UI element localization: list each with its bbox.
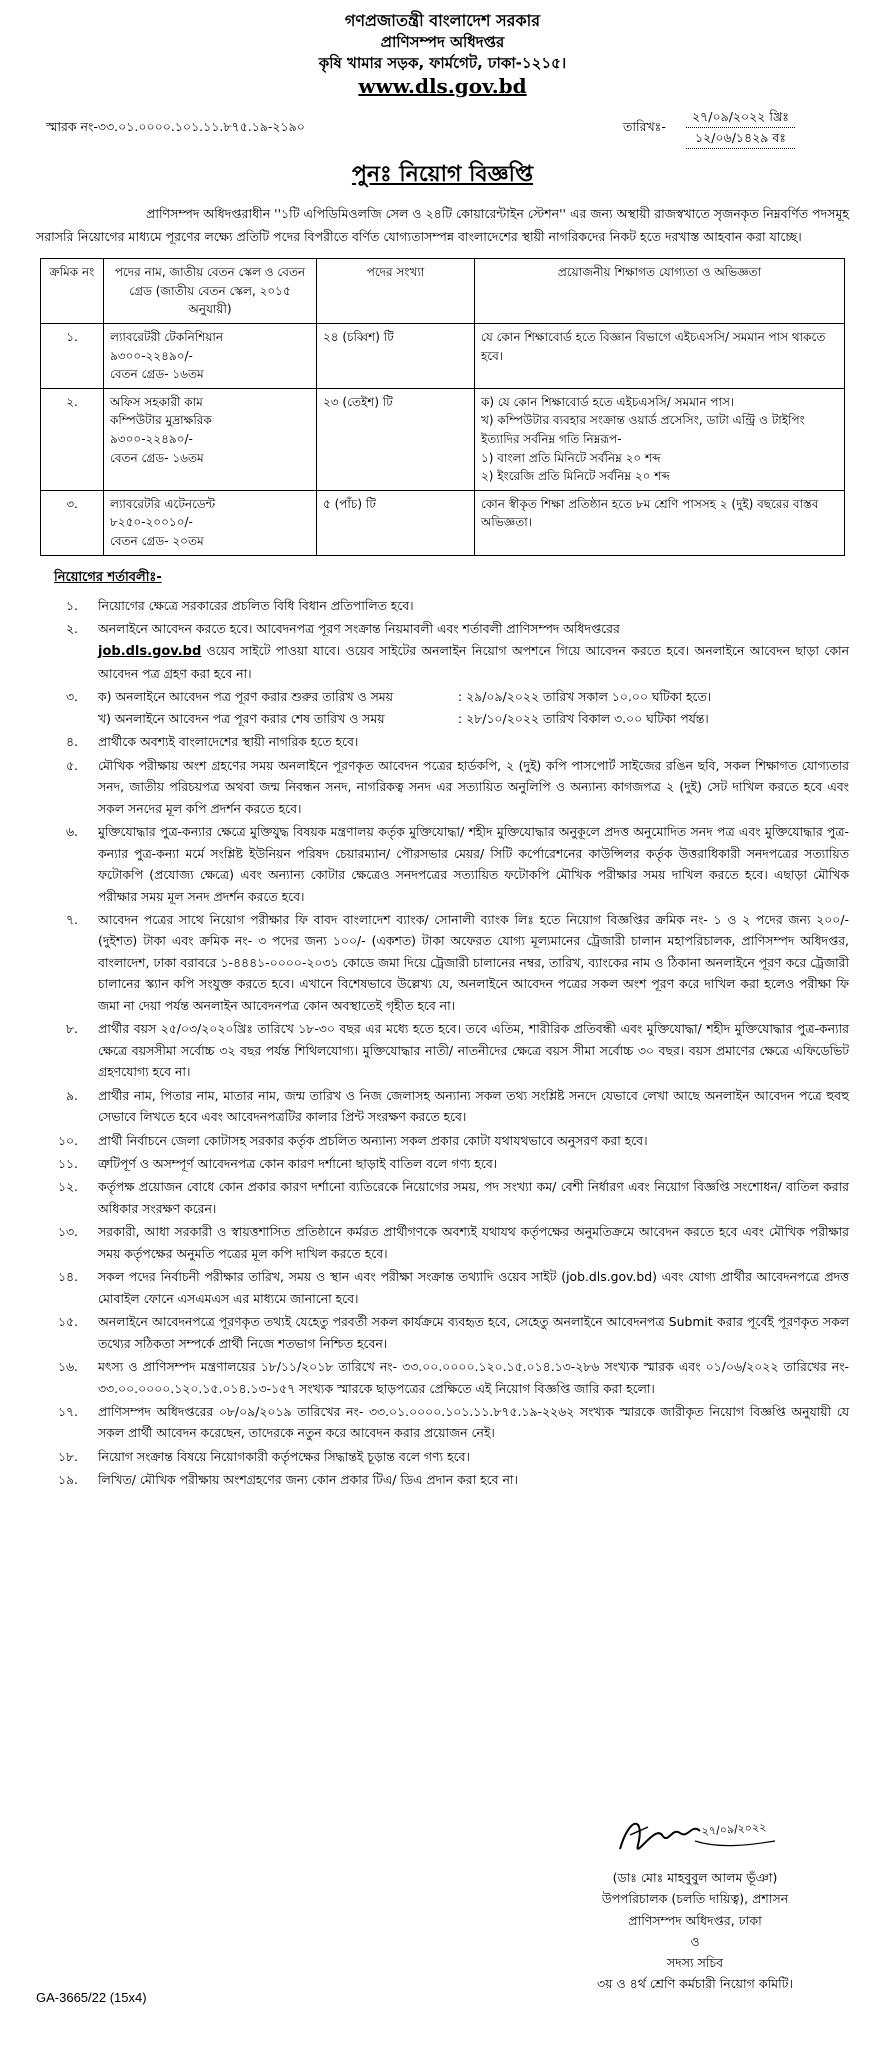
department-name: প্রাণিসম্পদ অধিদপ্তর [380,33,505,52]
list-item: ১৯. লিখিত/ মৌখিক পরীক্ষায় অংশগ্রহণের জন্য কোন প্রকার টিএ/ ডিএ প্রদান করা হবে না। [57,1472,518,1488]
list-item: ১১. ত্রুটিপূর্ণ ও অসম্পূর্ণ আবেদনপত্র কোন কারণ দর্শানো ছাড়াই বাতিল বলে গণ্য হবে। [57,1155,498,1171]
govt-name: গণপ্রজাতন্ত্রী বাংলাদেশ সরকার [344,11,541,30]
ga-code: GA-3665/22 (15x4) [36,1990,147,2005]
row-post-count: ২৪ (চব্বিশ) টি [317,324,475,389]
col-qualification: প্রয়োজনীয় শিক্ষাগত যোগ্যতা ও অভিজ্ঞতা [475,259,845,324]
list-item: ৭. আবেদন পত্রের সাথে নিয়োগ পরীক্ষার ফি বাবদ বাংলাদেশ ব্যাংক/ সোনালী ব্যাংক লিঃ হতে নিয়োগ বিজ্ঞপ্তির ক্রমিক নং- ১ ও ২ পদের জন্য ২০০/- (দুইশত) টাকা এবং ক্রমিক নং- ৩ পদের জন্য ১০০/- (একশত) টাকা অফেরত যোগ্য মূল্যমানের ট্রেজারী চালান মহাপরিচালক, প্রাণিসম্পদ অধিদপ্তর, বাংলাদেশ, ঢাকা বরাবরে ১-৪৪৪১-০০০০-২০৩১ কোডে জমা দিয়ে ট্রেজারী চালানের নম্বর, তারিখ, ব্যাংকের নাম ও ঠিকানা অনলাইনে পূরণ করে ট্রেজারী চালানের স্ক্যান কপি সংযুক্ত করতে হবে। এখানে বিশেষভাবে উল্লেখ্য যে, অনলাইনে আবেদন পত্রের সকল অংশ পূরণ করে দাখিল করা হলেও পরীক্ষা ফি জমা না দেয়া পর্যন্ত অনলাইন আবেদনপত্র কোন অবস্থাতেই গৃহীত হবে না। [66,911,849,1013]
memo-number: স্মারক নং-৩৩.০১.০০০০.১০১.১১.৮৭৫.১৯-২১৯০ [46,119,305,135]
date-gregorian: ২৭/০৯/২০২২ খ্রিঃ [686,107,795,128]
apply-end-value: : ২৮/১০/২০২২ তারিখ বিকাল ৩.০০ ঘটিকা পর্যন্ত। [458,710,709,726]
row-serial: ১. [41,324,104,389]
list-item: ১৫. অনলাইনে আবেদনপত্রে পূরণকৃত তথ্যই যেহেতু পরবর্তী সকল কার্যক্রমে ব্যবহৃত হবে, সেহেতু অনলাইনে আবেদনপত্র Submit করার পূর্বেই পূরণকৃত সকল তথ্যের সঠিকতা সম্পর্কে প্রার্থী নিজে শতভাগ নিশ্চিত হবেন। [57,1314,849,1351]
handwritten-signature [530,1805,860,1867]
govt-header [28,10,857,101]
signatory-and: ও [690,1933,700,1949]
row-post-count: ২৩ (তেইশ) টি [317,388,475,490]
list-item: ২. অনলাইনে আবেদন করতে হবে। আবেদনপত্র পূরণ সংক্রান্ত নিয়মাবলী এবং শর্তাবলী প্রাণিসম্পদ অধিদপ্তরের job.dls.gov.bd ওয়েব সাইটে পাওয়া যাবে। ওয়েব সাইটের অনলাইন নিয়োগ অপশনে গিয়ে আবেদন করতে হবে। অনলাইনে আবেদন ছাড়া কোন আবেদন পত্র গ্রহণ করা হবে না। [66,621,849,681]
row-post-name: ল্যাবরেটরী টেকনিশিয়ান ৯৩০০-২২৪৯০/- বেতন গ্রেড- ১৬তম [104,324,317,389]
signatory-name: (ডাঃ মোঃ মাহবুবুল আলম ভূঁঞা) [612,1870,778,1885]
table-row [41,324,845,389]
list-item: ১৩. সরকারী, আধা সরকারী ও স্বায়ত্তশাসিত প্রতিষ্ঠানে কর্মরত প্রার্থীগণকে অবশ্যই যথাযথ কর্তৃপক্ষের অনুমতিক্রমে আবেদন করতে হবে এবং মৌখিক পরীক্ষার সময় কর্তৃপক্ষের অনুমতি পত্রের মূল কপি দাখিল করতে হবে। [57,1224,849,1261]
job-portal-link[interactable]: job.dls.gov.bd [98,643,202,659]
list-item: ১৬. মৎস্য ও প্রাণিসম্পদ মন্ত্রণালয়ের ১৮/১১/২০১৮ তারিখে নং- ৩৩.০০.০০০০.১২০.১৫.০১৪.১৩-২৮৬ সংখ্যক স্মারক এবং ০১/০৬/২০২২ তারিখের নং- ৩৩.০০.০০০০.১২০.১৫.০১৪.১৩-১৫৭ সংখ্যক স্মারকে ছাড়পত্রের প্রেক্ষিতে এই নিয়োগ বিজ্ঞপ্তি জারি করা হলো। [57,1359,849,1396]
list-item: ১৮. নিয়োগ সংক্রান্ত বিষয়ে নিয়োগকারী কর্তৃপক্ষের সিদ্ধান্তই চূড়ান্ত বলে গণ্য হবে। [57,1448,470,1464]
list-item: ১০. প্রার্থী নির্বাচনে জেলা কোটাসহ সরকার কর্তৃক প্রচলিত অন্যান্য সকল প্রকার কোটা যথাযথভাবে অনুসরণ করা হবে। [57,1132,648,1148]
notice-title-text: পুনঃ নিয়োগ বিজ্ঞপ্তি [351,161,534,188]
list-item: ৫. মৌখিক পরীক্ষায় অংশ গ্রহণের সময় অনলাইনে পূরণকৃত আবেদন পত্রের হার্ডকপি, ২ (দুই) কপি পাসপোর্ট সাইজের রঙিন ছবি, সকল শিক্ষাগত যোগ্যতার সনদ, জাতীয় পরিচয়পত্র অথবা জন্ম নিবন্ধন সনদ, নাগরিকত্ব সনদ এর সত্যায়িত অনুলিপি ও অন্যান্য কাগজপত্র ২ (দুই) সেট দাখিল করতে হবে এবং সকল সনদের মূল কপি প্রদর্শন করতে হবে। [66,757,849,816]
row-serial: ৩. [41,490,104,555]
posts-table-header [41,259,845,324]
conditions-list [34,595,849,1491]
apply-end-label: খ) অনলাইনে আবেদন পত্র পূরণ করার শেষ তারিখ ও সময় [98,710,385,726]
signatory-office: প্রাণিসম্পদ অধিদপ্তর, ঢাকা [628,1912,762,1928]
row-post-name: ল্যাবরেটরি এটেনডেন্ট ৮২৫০-২০০১০/- বেতন গ্রেড- ২০তম [104,490,317,555]
posts-table [40,258,845,555]
date-bangla: ১২/০৬/১৪২৯ বঃ [686,128,795,149]
row-qualification: ক) যে কোন শিক্ষাবোর্ড হতে এইচএসসি/ সমমান পাস। খ) কম্পিউটার ব্যবহার সংক্রান্ত ওয়ার্ড প্রসেসিং, ডাটা এন্ট্রি ও টাইপিং ইত্যাদির সর্বনিম্ন গতি নিম্নরূপ- ১) বাংলা প্রতি মিনিটে সর্বনিম্ন ২০ শব্দ ২) ইংরেজি প্রতি মিনিটে সর্বনিম্ন ২০ শব্দ [475,388,845,490]
row-post-count: ৫ (পাঁচ) টি [317,490,475,555]
list-item: ১৪. সকল পদের নির্বাচনী পরীক্ষার তারিখ, সময় ও স্থান এবং পরীক্ষা সংক্রান্ত তথ্যাদি ওয়েব সাইট (job.dls.gov.bd) এবং যোগ্য প্রার্থীর আবেদনপত্রে প্রদত্ত মোবাইল ফোনে এসএমএস এর মাধ্যমে জানানো হবে। [57,1269,849,1306]
table-row [41,388,845,490]
list-item: ৬. মুক্তিযোদ্ধার পুত্র-কন্যার ক্ষেত্রে মুক্তিযুদ্ধ বিষয়ক মন্ত্রণালয় কর্তৃক মুক্তিযোদ্ধা/ শহীদ মুক্তিযোদ্ধার অনুকূলে প্রদত্ত অনুমোদিত সনদ পত্র এবং মুক্তিযোদ্ধার পুত্র-কন্যার পুত্র-কন্যা মর্মে সংশ্লিষ্ট ইউনিয়ন পরিষদ চেয়ারম্যান/ পৌরসভার মেয়র/ সিটি কর্পোরেশনের কাউন্সিলর কর্তৃক উত্তরাধিকারী সনদপত্রের সত্যায়িত ফটোকপি (প্রযোজ্য ক্ষেত্রে) এবং অন্যান্য কোটার ক্ষেত্রেও সনদপত্রের সত্যায়িত ফটোকপি মৌখিক পরীক্ষার সময় দাখিল করতে হবে। এছাড়া মৌখিক পরীক্ষার সময় মূল সনদ প্রদর্শন করতে হবে। [66,824,849,904]
signatory-role: সদস্য সচিব [666,1955,724,1970]
conditions-heading: নিয়োগের শর্তাবলীঃ- [54,569,162,585]
signatory-designation: উপপরিচালক (চলতি দায়িত্ব), প্রশাসন [601,1891,789,1907]
memo-dates [686,107,795,149]
apply-start-label: ক) অনলাইনে আবেদন পত্র পূরণ করার শুরুর তারিখ ও সময় [98,689,393,705]
department-address: কৃষি খামার সড়ক, ফার্মগেট, ঢাকা-১২১৫। [318,53,567,72]
list-item: ৩. ক) অনলাইনে আবেদন পত্র পূরণ করার শুরুর তারিখ ও সময় : ২৯/০৯/২০২২ তারিখ সকাল ১০.০০ ঘটিকা হতে। খ) অনলাইনে আবেদন পত্র পূরণ করার শেষ তারিখ ও সময় : ২৮/১০/২০২২ তারিখ বিকাল ৩.০০ ঘটিকা পর্যন্ত। [34,686,849,729]
svg-text:২৭/০৯/২০২২: ২৭/০৯/২০২২ [701,1820,767,1838]
intro-paragraph: প্রাণিসম্পদ অধিদপ্তরাধীন ''১টি এপিডিমিওলজি সেল ও ২৪টি কোয়ারেন্টাইন স্টেশন'' এর জন্য অস্থায়ী রাজস্বখাতে সৃজনকৃত নিম্নবর্ণিত পদসমূহ সরাসরি নিয়োগের মাধ্যমে পূরণের লক্ষ্যে প্রতিটি পদের বিপরীতে বর্ণিত যোগ্যতাসম্পন্ন বাংলাদেশের স্থায়ী নাগরিকদের নিকট হতে দরখাস্ত আহবান করা যাচ্ছে। [36,206,849,245]
row-serial: ২. [41,388,104,490]
list-item: ৪. প্রার্থীকে অবশ্যই বাংলাদেশের স্থায়ী নাগরিক হতে হবে। [66,734,359,750]
col-post-count: পদের সংখ্যা [317,259,475,324]
signature-block [530,1805,860,1995]
signatory-committee: ৩য় ও ৪র্থ শ্রেণি কর্মচারী নিয়োগ কমিটি। [597,1976,793,1992]
list-item: ৮. প্রার্থীর বয়স ২৫/০৩/২০২০খ্রিঃ তারিখে ১৮-৩০ বছর এর মধ্যে হতে হবে। তবে এতিম, শারীরিক প্রতিবন্ধী এবং মুক্তিযোদ্ধা/ শহীদ মুক্তিযোদ্ধার পুত্র-কন্যার ক্ষেত্রে বয়সসীমা সর্বোচ্চ ৩২ বছর পর্যন্ত শিথিলযোগ্য। মুক্তিযোদ্ধার নাতী/ নাতনীদের ক্ষেত্রে বয়স সীমা সর্বোচ্চ ৩০ বছর। বয়স প্রমাণের ক্ষেত্রে এফিডেভিট গ্রহণযোগ্য হবে না। [66,1021,850,1080]
signature-scribble [600,1805,800,1867]
col-serial: ক্রমিক নং [41,259,104,324]
row-qualification: কোন স্বীকৃত শিক্ষা প্রতিষ্ঠান হতে ৮ম শ্রেণি পাসসহ ২ (দুই) বছরের বাস্তব অভিজ্ঞতা। [475,490,845,555]
apply-start-value: : ২৯/০৯/২০২২ তারিখ সকাল ১০.০০ ঘটিকা হতে। [458,689,712,705]
col-post-name: পদের নাম, জাতীয় বেতন স্কেল ও বেতন গ্রেড (জাতীয় বেতন স্কেল, ২০১৫ অনুযায়ী) [104,259,317,324]
list-item: ৯. প্রার্থীর নাম, পিতার নাম, মাতার নাম, জন্ম তারিখ ও নিজ জেলাসহ অন্যান্য সকল তথ্য সংশ্লিষ্ট সনদে যেভাবে লেখা আছে অনলাইন আবেদন পত্রে হুবহু সেভাবে লিখতে হবে এবং আবেদনপত্রটির কালার প্রিন্ট সংরক্ষণ করতে হবে। [66,1087,849,1125]
row-post-name: অফিস সহকারী কাম কম্পিউটার মুদ্রাক্ষরিক ৯৩০০-২২৪৯০/- বেতন গ্রেড- ১৬তম [104,388,317,490]
row-qualification: যে কোন শিক্ষাবোর্ড হতে বিজ্ঞান বিভাগে এইচএসসি/ সমমান পাস থাকতে হবে। [475,324,845,389]
table-row [41,490,845,555]
list-item: ১২. কর্তৃপক্ষ প্রয়োজন বোধে কোন প্রকার কারণ দর্শানো ব্যতিরেকে নিয়োগের সময়, পদ সংখ্যা কম/ বেশী নির্ধারণ এবং নিয়োগ বিজ্ঞপ্তি সংশোধন/ বাতিল করার অধিকার সংরক্ষণ করেন। [57,1179,849,1216]
notice-title [28,157,857,194]
memo-row [28,107,857,151]
department-website[interactable]: www.dls.gov.bd [358,74,527,99]
list-item: ১. নিয়োগের ক্ষেত্রে সরকারের প্রচলিত বিধি বিধান প্রতিপালিত হবে। [66,597,414,613]
date-label: তারিখঃ- [623,119,666,135]
list-item: ১৭. প্রাণিসম্পদ অধিদপ্তরের ০৮/০৯/২০১৯ তারিখের নং- ৩৩.০১.০০০০.১০১.১১.৮৭৫.১৯-২২৬২ সংখ্যক স্মারকে জারীকৃত নিয়োগ বিজ্ঞপ্তি অনুযায়ী যে সকল প্রার্থী আবেদন করেছেন, তাদেরকে নতুন করে আবেদন করার প্রয়োজন নেই। [57,1403,849,1441]
